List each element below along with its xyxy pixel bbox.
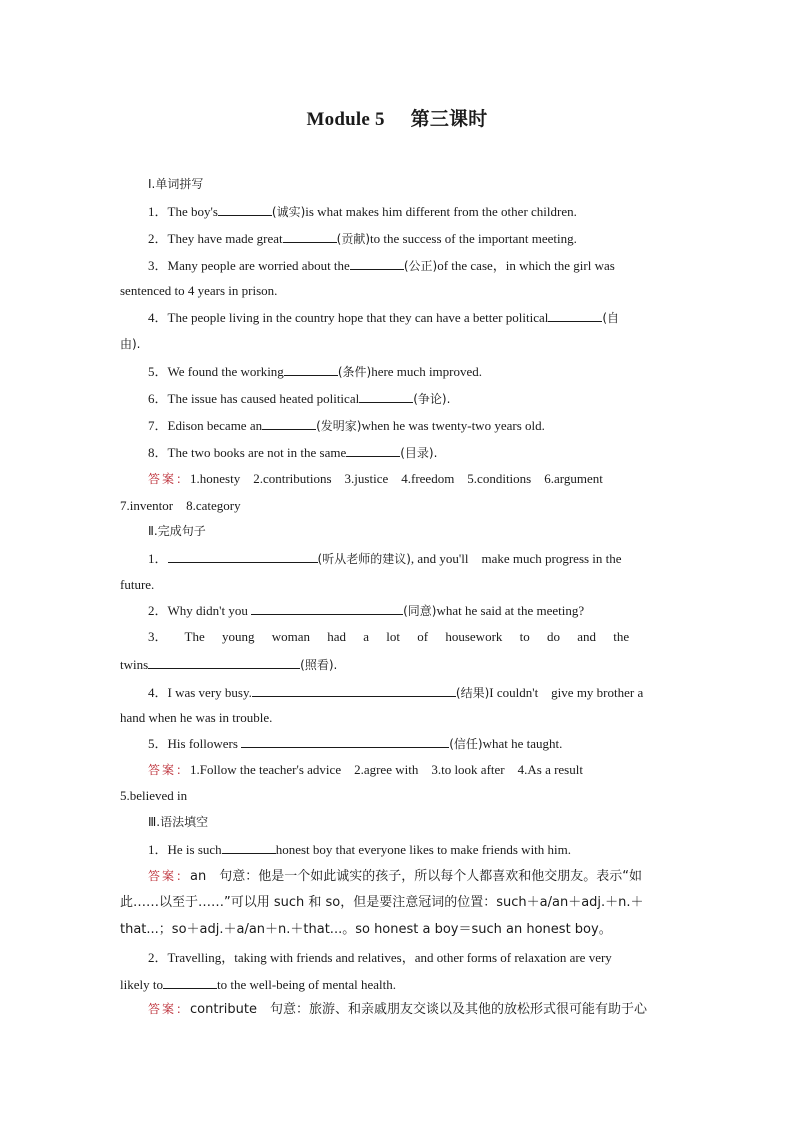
answer-block bbox=[148, 470, 603, 488]
question-item: 7．Edison became an (发明家)when he was twenty-two years old. bbox=[148, 418, 545, 433]
question-item: 5．We found the working (条件)here much improved. bbox=[148, 364, 483, 379]
section-heading: Ⅰ.单词拼写 bbox=[148, 177, 204, 191]
question-item: 8．The two books are not in the same (目录). bbox=[148, 445, 438, 460]
module-label: Module 5 bbox=[306, 109, 385, 130]
question-continuation: sentenced to 4 years in prison. bbox=[120, 283, 278, 298]
question-continuation: 由). bbox=[120, 337, 141, 351]
answer-label: 答案： bbox=[148, 763, 191, 777]
answer-text: contribute 句意：旅游、和亲戚朋友交谈以及其他的放松形式很可能有助于心 bbox=[190, 1002, 647, 1017]
question-item: 3． The young woman had a lot of housework to do and the bbox=[148, 629, 630, 644]
answer-block bbox=[148, 761, 583, 779]
question-item: 2．Travelling，taking with friends and relatives，and other forms of relaxation are very bbox=[148, 950, 612, 965]
question-item: 5．His followers (信任)what he taught. bbox=[148, 736, 563, 751]
page-title bbox=[0, 104, 794, 131]
answer-continuation: 7.inventor 8.category bbox=[120, 498, 241, 513]
section-heading: Ⅲ.语法填空 bbox=[148, 815, 209, 829]
question-continuation: future. bbox=[120, 577, 155, 592]
question-continuation: likely to to the well-being of mental health. bbox=[120, 977, 397, 992]
question-item: 1． (听从老师的建议), and you'll make much progress in the bbox=[148, 551, 622, 566]
lesson-label: 第三课时 bbox=[410, 108, 488, 130]
answer-label: 答案： bbox=[148, 869, 191, 883]
question-item: 6．The issue has caused heated political (争论). bbox=[148, 391, 451, 406]
question-item: 4．The people living in the country hope that they can have a better political (自 bbox=[148, 310, 620, 325]
answer-block bbox=[148, 1000, 647, 1019]
question-continuation: twins (照看). bbox=[120, 657, 338, 672]
question-item: 3．Many people are worried about the (公正)of the case，in which the girl was bbox=[148, 258, 615, 273]
answer-label: 答案： bbox=[148, 1002, 191, 1016]
section-heading: Ⅱ.完成句子 bbox=[148, 524, 206, 538]
question-item: 1．He is such honest boy that everyone likes to make friends with him. bbox=[148, 842, 572, 857]
answer-continuation: 5.believed in bbox=[120, 788, 188, 803]
answer-label: 答案： bbox=[148, 472, 191, 486]
question-item: 4．I was very busy. (结果)I couldn't give my brother a bbox=[148, 685, 644, 700]
answer-block bbox=[148, 867, 642, 886]
question-continuation: hand when he was in trouble. bbox=[120, 710, 273, 725]
answer-continuation: that...；so＋adj.＋a/an＋n.＋that...。so honest a boy＝such an honest boy。 bbox=[120, 922, 612, 937]
question-item: 1．The boy's (诚实)is what makes him different from the other children. bbox=[148, 204, 577, 219]
answer-continuation: 此……以至于……”可以用 such 和 so，但是要注意冠词的位置：such＋a/an＋adj.＋n.＋ bbox=[120, 895, 644, 910]
question-item: 2．They have made great (贡献)to the success of the important meeting. bbox=[148, 231, 577, 246]
answer-text: an 句意：他是一个如此诚实的孩子，所以每个人都喜欢和他交朋友。表示“如 bbox=[190, 869, 642, 884]
question-item: 2．Why didn't you (同意)what he said at the meeting? bbox=[148, 603, 585, 618]
answer-text: 1.honesty 2.contributions 3.justice 4.freedom 5.conditions 6.argument bbox=[190, 471, 603, 486]
answer-text: 1.Follow the teacher's advice 2.agree with 3.to look after 4.As a result bbox=[190, 762, 583, 777]
